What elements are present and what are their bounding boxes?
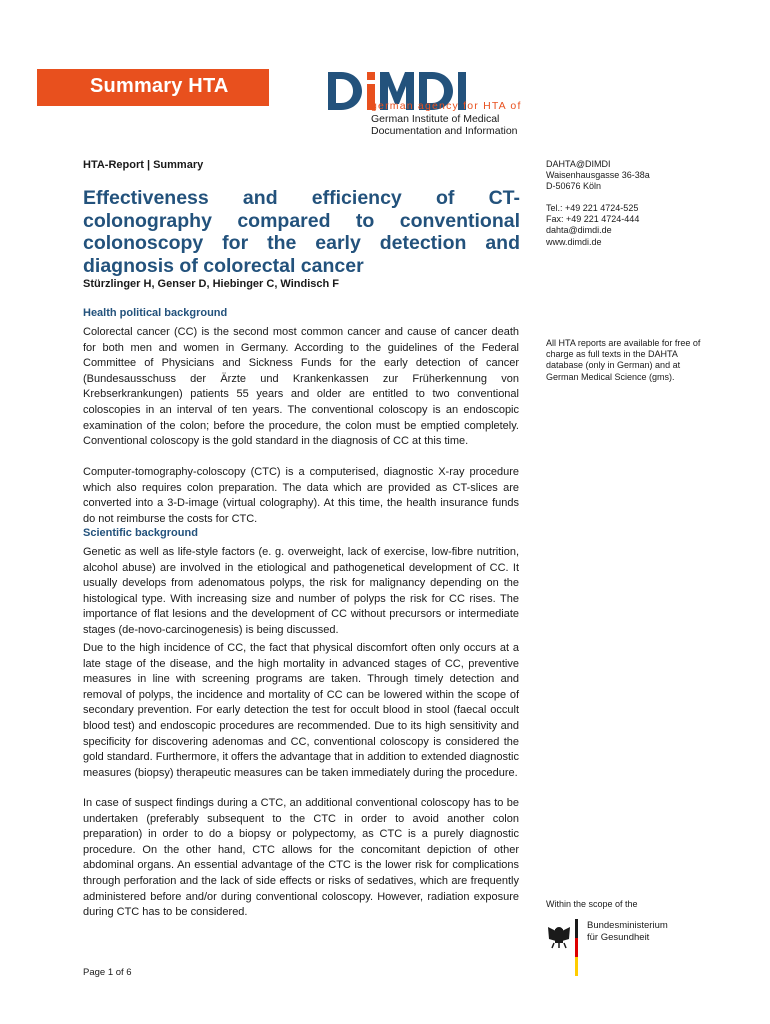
phone-number: Tel.: +49 221 4724-525	[546, 203, 639, 213]
sidebar-scope: Within the scope of the	[546, 899, 638, 909]
section-heading-health-political: Health political background	[83, 307, 228, 319]
paragraph-scientific-2: Due to the high incidence of CC, the fact that physical discomfort often only occurs at a late stage of the disease, and the high mortality in advanced stages of CC, preventive measures in line with screening programs are taken. Through timely detection and removal of polyps, the incidence and mortality of CC can be lowered within the scope of secondary prevention. For early detection the test for occult blood in stool (faecal occult blood test) and endoscopic procedures are recommended. Due to its high sensitivity and specificity for discovering adenomas and CC, conventional coloscopy is considered the gold standard. Furthermore, it offers the advantage that in addition to extended diagnostic measures (biopsy) therapeutic measures can be taken immediately during the procedure.	[83, 642, 519, 779]
fax-number: Fax: +49 221 4724-444	[546, 214, 640, 225]
paragraph-health-political-1: Colorectal cancer (CC) is the second most common cancer and cause of cancer death for both men and women in Germany. According to the guidelines of the Federal Committee of Physicians and Sickness Funds for the early detection of cancer (Bundesausschuss der Ärzte und Krankenkassen zur Früherkennung von Krebserkrankungen) patients 55 years and older are entitled to two conventional coloscopies in an interval of ten years. The conventional coloscopy is an endoscopic examination of the colon; before the procedure, the colon must be emptied completely. Conventional coloscopy is the gold standard in the diagnosis of CC at this time.	[83, 326, 519, 448]
page-title: Effectiveness and efficiency of CT-colonography compared to conventional colonoscopy for the early detection and diagnosis of colorectal cancer	[83, 187, 520, 277]
logo-line-3: Documentation and Information	[371, 125, 518, 137]
authors: Stürzlinger H, Genser D, Hiebinger C, Windisch F	[83, 278, 339, 290]
ministry-name	[587, 920, 668, 943]
page-number: Page 1 of 6	[83, 967, 132, 978]
logo-line-2: German Institute of Medical	[371, 112, 500, 125]
section-heading-scientific: Scientific background	[83, 527, 198, 539]
website-link[interactable]: www.dimdi.de	[546, 236, 602, 247]
logo-line-1: german agency for HTA of	[371, 100, 522, 112]
sidebar-contact	[546, 203, 716, 248]
address-line: DAHTA@DIMDI	[546, 159, 611, 169]
logo-subtitle	[371, 100, 522, 138]
address-line: D-50676 Köln	[546, 181, 602, 192]
email-link[interactable]: dahta@dimdi.de	[546, 225, 612, 236]
address-line: Waisenhausgasse 36-38a	[546, 170, 650, 181]
paragraph-health-political-2: Computer-tomography-coloscopy (CTC) is a computerised, diagnostic X-ray procedure which also requires colon preparation. The data which are provided as CT-slices are converted into a 3-D-image (virtual colography). At this time, the health insurance funds do not reimburse the costs for CTC.	[83, 466, 519, 525]
paragraph-scientific-1: Genetic as well as life-style factors (e. g. overweight, lack of exercise, low-fibre nutrition, alcohol abuse) are involved in the etiological and pathogenetical development of CC. It usually develops from adenomatous polyps, the risk for malignancy depending on the histological type. With increasing size and number of polyps the risk for CC rises. The importance of flat lesions and the development of CC without precursors or intermediate stages (de-novo-carcinogenesis) is being discussed.	[83, 546, 519, 636]
sidebar-address	[546, 159, 716, 193]
eagle-icon	[548, 927, 570, 948]
ministry-line-2: für Gesundheit	[587, 931, 650, 943]
sidebar-availability: All HTA reports are available for free of charge as full texts in the DAHTA database (only in German) and at German Medical Science (gms).	[546, 338, 701, 382]
paragraph-scientific-3: In case of suspect findings during a CTC, an additional conventional coloscopy has to be undertaken (preferably subsequent to the CTC in order to avoid another colon preparation) in order to do a biopsy or polypectomy, as CTC is a purely diagnostic procedure. On the other hand, CTC allows for the concomitant depiction of other abdominal organs. An essential advantage of the CTC is the lower risk for complications through perforation and the lack of side effects or risks of sedatives, which are frequently administered before and/or during conventional coloscopy. However, radiation exposure during CTC has to be considered.	[83, 797, 519, 919]
report-kicker: HTA-Report | Summary	[83, 159, 204, 171]
ministry-line-1: Bundesministerium	[587, 920, 668, 931]
banner-title: Summary HTA	[90, 75, 229, 97]
